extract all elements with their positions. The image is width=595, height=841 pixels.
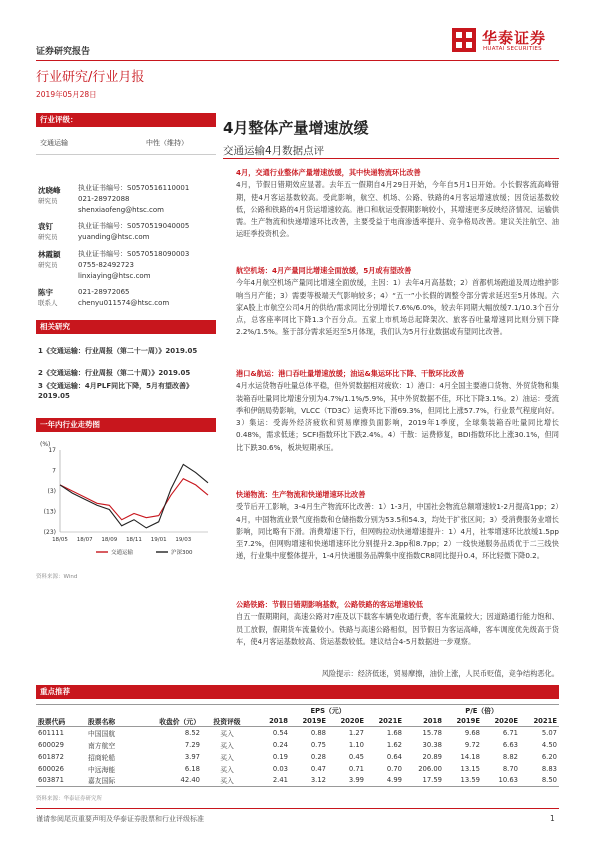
table-cell: 买入 bbox=[220, 753, 234, 762]
table-cell: 2.41 bbox=[252, 775, 290, 787]
stock-code: 603871 bbox=[36, 775, 86, 787]
table-cell: 1.62 bbox=[386, 740, 402, 749]
table-cell: 14.18 bbox=[460, 752, 480, 761]
huatai-logo-icon bbox=[452, 28, 476, 52]
table-cell: 1.68 bbox=[386, 728, 402, 737]
column-header: 股票名称 bbox=[86, 716, 142, 727]
analyst-name: 沈晓峰 bbox=[38, 186, 61, 195]
table-cell: 8.83 bbox=[541, 764, 557, 773]
section-body: 今年4月航空机场产量同比增速全面放缓，主因：1）去年4月高基数；2）首都机场跑道及周边维护影响当月产能；3）需要等极端天气影响较多；4）“五一”小长假的调整令部分需求延迟至5月体现。六家A股上市航空公司4月的供给/需求同比分别增长7.6%/6.0%，较去年同期大幅放缓7.1/10.3个百分点，总客座率同比下降1.3个百分点。五家上市机场总起降架次、旅客吞吐量增速同比则分别下降2.2%/1.5%。鉴于部分需求延迟至5月体现，我们认为5月行业数据或有望同比改善。 bbox=[236, 278, 559, 337]
table-cell: 7.29 bbox=[184, 740, 200, 749]
table-cell: 42.40 bbox=[142, 775, 202, 787]
table-cell: 206.00 bbox=[418, 764, 442, 773]
title-divider bbox=[223, 158, 559, 159]
analyst-name: 陈宇 bbox=[38, 288, 53, 297]
analyst-license: 执业证书编号：S0570518090003 bbox=[78, 250, 190, 258]
table-row bbox=[36, 775, 559, 787]
section-heading: 4月，交通行业整体产量增速放缓，其中快递物流环比改善 bbox=[236, 168, 421, 177]
table-cell: 0.03 bbox=[272, 764, 288, 773]
table-header bbox=[36, 716, 559, 727]
table-cell: 8.50 bbox=[520, 775, 559, 787]
stock-name: 嘉友国际 bbox=[86, 775, 142, 787]
analyst-license: 执业证书编号：S0570516110001 bbox=[78, 184, 190, 192]
table-cell: 0.70 bbox=[386, 764, 402, 773]
section-heading: 航空机场：4月产量同比增速全面放缓，5月或有望改善 bbox=[236, 266, 412, 275]
analyst-card bbox=[38, 249, 78, 269]
table-row bbox=[36, 727, 559, 739]
table-cell: 4.99 bbox=[366, 775, 404, 787]
chart-source: 资料来源：Wind bbox=[36, 574, 78, 580]
column-header: 股票代码 bbox=[36, 716, 86, 727]
trend-chart-svg bbox=[36, 436, 216, 566]
stock-code: 601872 bbox=[38, 752, 64, 761]
column-header: 2018 bbox=[404, 716, 444, 727]
section-express bbox=[236, 489, 559, 563]
stock-name: 招商轮船 bbox=[88, 753, 116, 762]
page-title: 4月整体产量增速放缓 bbox=[223, 119, 369, 137]
chart-head: 一年内行业走势图 bbox=[36, 418, 216, 432]
section-body: 4月，节假日错期效应显著。去年五一假期自4月29日开始，今年自5月1日开始。小长假客流高峰错期，使4月客运基数较高。受此影响，航空、机场、公路、铁路的4月客运增速放缓；因货运基数较低，公路和铁路的4月货运增速较高。港口和航运受假期影响较小，其增速更多反映经济情况、运输供需。生产物流和快递增速环比改善，主要受益于电商渗透率提升、竞争格局改善。建议关注航空、油运旺季投资机会。 bbox=[236, 180, 559, 239]
table-row bbox=[36, 739, 559, 751]
stocks-table bbox=[36, 704, 559, 787]
legend-label: 沪深300 bbox=[171, 550, 193, 556]
table-cell: 30.38 bbox=[422, 740, 442, 749]
x-tick-label: 18/09 bbox=[101, 537, 118, 543]
eps-header: EPS（元） bbox=[252, 705, 404, 716]
report-type: 证券研究报告 bbox=[36, 47, 91, 57]
report-date: 2019年05月28日 bbox=[36, 90, 97, 99]
analyst-email[interactable]: linxiaying@htsc.com bbox=[78, 272, 151, 280]
page-number: 1 bbox=[550, 814, 555, 823]
table-cell: 买入 bbox=[220, 765, 234, 774]
stock-name: 中国国航 bbox=[88, 729, 116, 738]
logo-text: 华泰证券 bbox=[482, 29, 547, 47]
section-shipping bbox=[236, 368, 559, 454]
stock-code: 601111 bbox=[38, 728, 64, 737]
analyst-name: 袁钉 bbox=[38, 222, 53, 231]
section-intro bbox=[236, 167, 559, 241]
analyst-phone: 021-28972088 bbox=[78, 195, 130, 203]
table-cell: 8.82 bbox=[502, 752, 518, 761]
section-body: 4月水运货物吞吐量总体平稳，但外贸数据相对疲软：1）港口：4月全国主要港口货物、外贸货物和集装箱吞吐量同比增速分别为4.7%/1.1%/5.9%，其中外贸数据不佳，环比下降3.1%。2）油运：受流季和伊朗局势影响，VLCC（TD3C）运费环比下滑69.3%，但同比上涨57.7%，行业景气程度向好。3）集运：受海外经济疲软和贸易摩擦负面影响，2019年1季度，全球集装箱吞吐量同比增长0.48%，需求低迷；SCFI指数环比下跌2.4%。4）干散：运费修复，BDI指数环比上涨30.1%，但同比下跌30.6%，板块短期承压。 bbox=[236, 381, 559, 452]
table-cell: 17.59 bbox=[404, 775, 444, 787]
rating-industry: 交通运输 bbox=[40, 139, 68, 147]
table-cell: 3.97 bbox=[184, 752, 200, 761]
section-road-rail bbox=[236, 599, 559, 648]
table-cell: 13.15 bbox=[460, 764, 480, 773]
table-group-header bbox=[36, 705, 559, 716]
table-cell: 6.71 bbox=[502, 728, 518, 737]
table-cell: 0.28 bbox=[310, 752, 326, 761]
analyst-phone: 0755-82492723 bbox=[78, 261, 134, 269]
column-header: 2021E bbox=[366, 716, 404, 727]
table-cell: 买入 bbox=[202, 775, 252, 787]
x-tick-label: 18/07 bbox=[76, 537, 93, 543]
series-line-industry bbox=[60, 479, 208, 520]
section-heading: 公路铁路：节假日错期影响基数，公路铁路的客运增速较低 bbox=[236, 600, 423, 609]
header-divider bbox=[36, 60, 559, 61]
table-cell: 买入 bbox=[220, 729, 234, 738]
logo-text-en: HUATAI SECURITIES bbox=[483, 46, 542, 52]
analyst-role: 研究员 bbox=[38, 233, 58, 241]
stock-code: 600029 bbox=[38, 740, 64, 749]
column-header: 2018 bbox=[252, 716, 290, 727]
table-cell: 9.68 bbox=[464, 728, 480, 737]
y-tick-label: 7 bbox=[52, 467, 56, 475]
table-cell: 3.12 bbox=[290, 775, 328, 787]
risk-note: 风险提示：经济低迷，贸易摩擦，油价上涨，人民币贬值，竞争结构恶化。 bbox=[321, 669, 559, 678]
y-tick-label: 17 bbox=[48, 447, 56, 454]
related-item[interactable]: 2《交通运输：行业周报（第二十周）》2019.05 bbox=[38, 369, 191, 377]
legend-label: 交通运输 bbox=[111, 550, 134, 556]
section-heading: 快递物流：生产物流和快递增速环比改善 bbox=[236, 490, 366, 499]
analyst-card bbox=[38, 221, 78, 241]
table-cell: 6.18 bbox=[184, 764, 200, 773]
y-tick-label: (3) bbox=[47, 488, 56, 495]
table-cell: 13.59 bbox=[444, 775, 482, 787]
table-cell: 6.20 bbox=[541, 752, 557, 761]
column-header: 2021E bbox=[520, 716, 559, 727]
table-cell: 1.27 bbox=[348, 728, 364, 737]
y-tick-label: (13) bbox=[43, 508, 56, 516]
analyst-email[interactable]: yuanding@htsc.com bbox=[78, 233, 150, 241]
page-subtitle: 交通运输4月数据点评 bbox=[223, 145, 325, 157]
rating-value: 中性（维持） bbox=[146, 139, 188, 147]
analyst-card bbox=[38, 287, 78, 307]
table-cell: 0.19 bbox=[272, 752, 288, 761]
analyst-role: 研究员 bbox=[38, 261, 58, 269]
analyst-email[interactable]: chenyu011574@htsc.com bbox=[78, 299, 170, 307]
analyst-role: 联系人 bbox=[38, 299, 58, 307]
table-cell: 8.52 bbox=[184, 728, 200, 737]
pe-header: P/E（倍） bbox=[404, 705, 559, 716]
table-cell: 0.64 bbox=[386, 752, 402, 761]
x-tick-label: 19/03 bbox=[175, 537, 192, 543]
x-tick-label: 18/11 bbox=[126, 537, 142, 543]
table-cell: 5.07 bbox=[541, 728, 557, 737]
section-aviation bbox=[236, 265, 559, 339]
column-header: 2020E bbox=[328, 716, 366, 727]
table-cell: 20.89 bbox=[422, 752, 442, 761]
column-header: 收盘价（元） bbox=[142, 716, 202, 727]
section-body: 自五一假期期间，高速公路对7座及以下载客车辆免收通行费，客车流量较大；因道路通行能力饱和、员工放假，假期货车流量较小。铁路与高速公路相似，因节假日为客运高峰，客车调度优先级高于货车，使4月客运基数较高、货运基数较低。建议结合4-5月数据进一步观察。 bbox=[236, 612, 559, 646]
stock-name: 南方航空 bbox=[88, 741, 116, 750]
table-row bbox=[36, 751, 559, 763]
analyst-license: 执业证书编号：S0570519040005 bbox=[78, 222, 190, 230]
trend-chart bbox=[36, 436, 216, 566]
table-cell: 买入 bbox=[220, 741, 234, 750]
related-item[interactable]: 3《交通运输：4月PLF同比下降，5月有望改善》2019.05 bbox=[38, 382, 193, 400]
column-header: 2020E bbox=[482, 716, 520, 727]
table-cell: 0.24 bbox=[272, 740, 288, 749]
table-cell: 9.72 bbox=[464, 740, 480, 749]
table-cell: 8.70 bbox=[502, 764, 518, 773]
related-head: 相关研究 bbox=[36, 320, 216, 334]
rating-head: 行业评级： bbox=[36, 113, 216, 127]
stocks-head: 重点推荐 bbox=[36, 685, 559, 699]
table-source: 资料来源：华泰证券研究所 bbox=[36, 796, 103, 802]
table-cell: 0.47 bbox=[310, 764, 326, 773]
table-cell: 4.50 bbox=[541, 740, 557, 749]
related-item[interactable]: 1《交通运输：行业周报（第二十一周）》2019.05 bbox=[38, 347, 198, 355]
analyst-role: 研究员 bbox=[38, 197, 58, 205]
stock-code: 600026 bbox=[38, 764, 64, 773]
stock-name: 中远海能 bbox=[88, 765, 116, 774]
table-cell: 0.71 bbox=[348, 764, 364, 773]
table-row bbox=[36, 763, 559, 775]
table-cell: 3.99 bbox=[328, 775, 366, 787]
y-tick-label: (23) bbox=[43, 529, 56, 536]
industry-label: 行业研究/行业月报 bbox=[36, 70, 145, 85]
column-header: 投资评级 bbox=[202, 716, 252, 727]
column-header: 2019E bbox=[290, 716, 328, 727]
x-tick-label: 19/01 bbox=[150, 537, 167, 543]
table-cell: 15.78 bbox=[422, 728, 442, 737]
table-cell: 6.63 bbox=[502, 740, 518, 749]
divider bbox=[36, 154, 216, 155]
y-unit-label: (%) bbox=[40, 441, 51, 448]
table-cell: 10.63 bbox=[482, 775, 520, 787]
analyst-name: 林霞颖 bbox=[38, 250, 61, 259]
section-heading: 港口&航运：港口吞吐量增速放缓；油运&集运环比下降、干散环比改善 bbox=[236, 369, 465, 378]
analyst-email[interactable]: shenxiaofeng@htsc.com bbox=[78, 206, 164, 214]
section-body: 受节后开工影响，3-4月生产物流环比改善：1）1-3月，中国社会物流总额增速较1-2月提高1pp；2）4月，中国物流业景气度指数和仓储指数分别为53.5和54.3，均处于扩张区间；3）受消费服务业增长影响，同比略有下滑。消费增速下行，但网购拉动快递增速提升：1）4月，社零增速环比放缓1.5pp至7.2%，但网购增速和快递增速环比分别提升2.3pp和8.7pp；2）一线快递服务品质优于二三线快递，行业集中度整体提升，1-4月快递服务品牌集中度指数CR8同比提升0.4，环比轻微下降0.2。 bbox=[236, 502, 559, 561]
table-cell: 0.88 bbox=[310, 728, 326, 737]
column-header: 2019E bbox=[444, 716, 482, 727]
table-cell: 0.45 bbox=[348, 752, 364, 761]
table-cell: 0.75 bbox=[310, 740, 326, 749]
x-tick-label: 18/05 bbox=[52, 537, 68, 543]
table-cell: 1.10 bbox=[348, 740, 364, 749]
table-cell: 0.54 bbox=[272, 728, 288, 737]
analyst-phone: 021-28972065 bbox=[78, 288, 130, 296]
footer-disclaimer[interactable]: 谨请参阅尾页重要声明及华泰证券股票和行业评级标准 bbox=[36, 815, 204, 823]
footer-divider bbox=[36, 808, 559, 809]
